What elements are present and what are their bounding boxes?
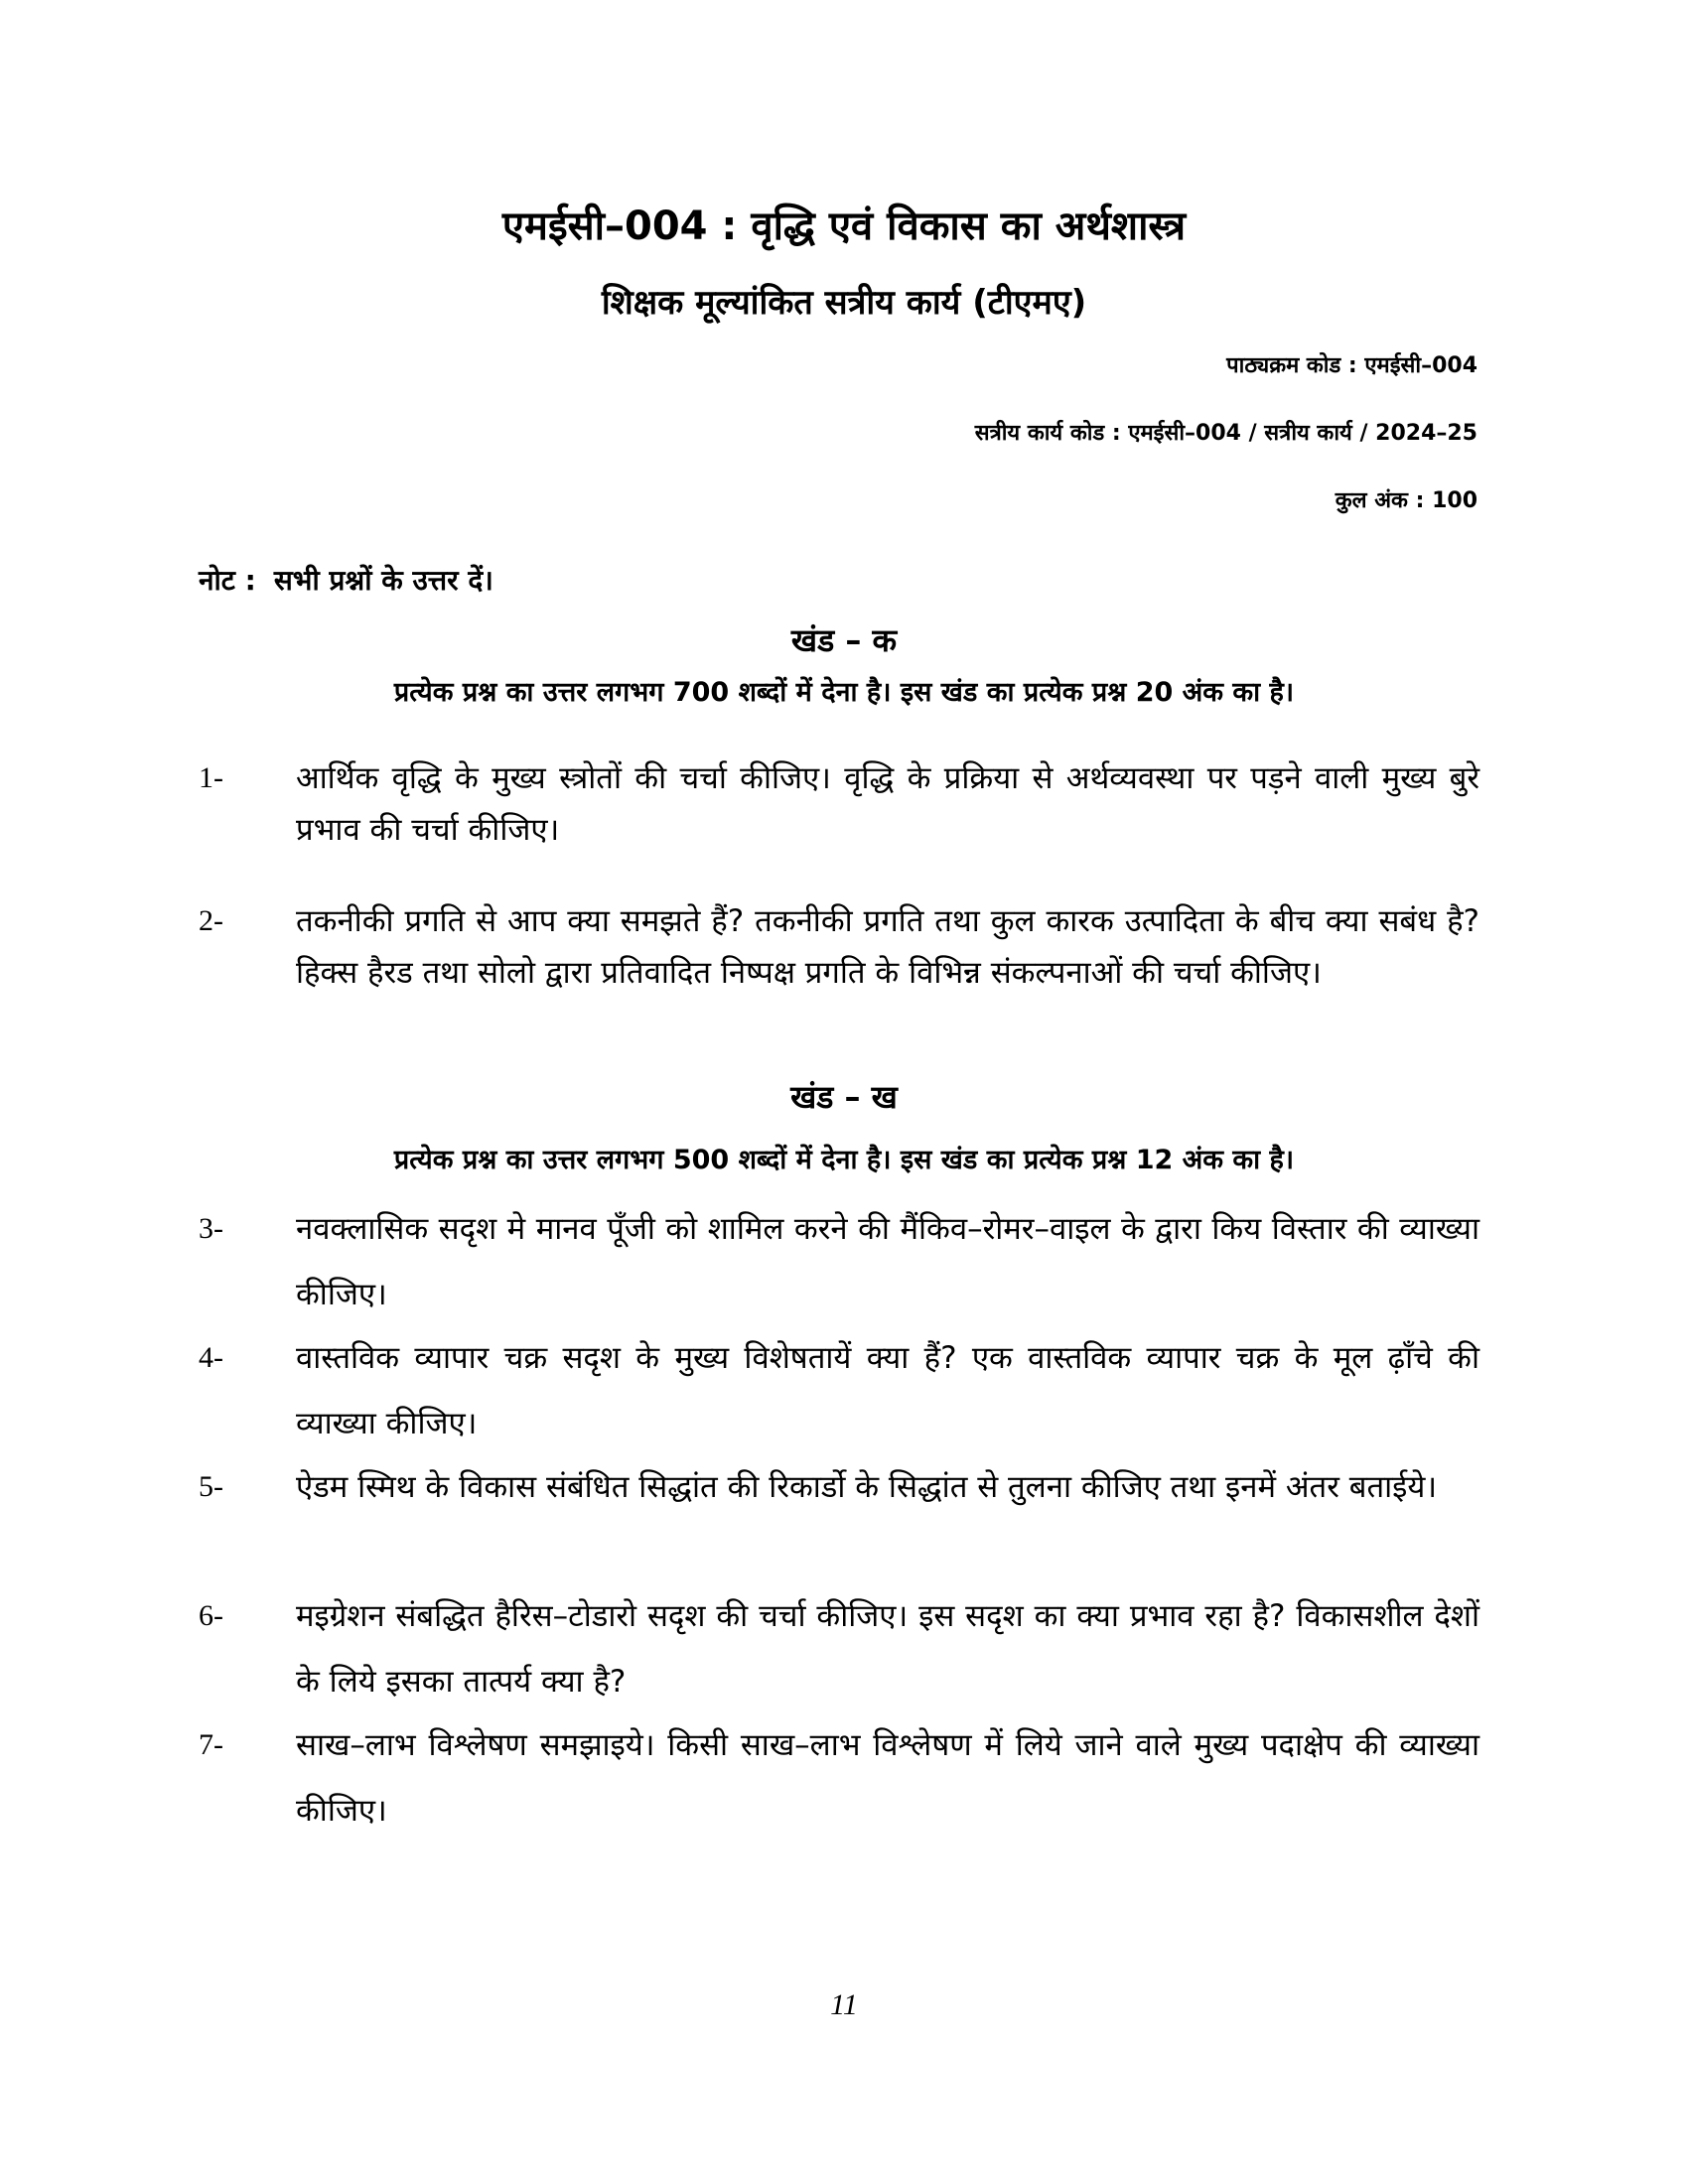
assignment-code: सत्रीय कार्य कोड : एमईसी–004 / सत्रीय कार्य / 2024–25 bbox=[974, 421, 1477, 446]
question-number: 3- bbox=[199, 1212, 223, 1245]
section-b-heading: खंड – ख bbox=[790, 1078, 898, 1116]
question-text: नवक्लासिक सदृश मे मानव पूँजी को शामिल करने की मैंकिव–रोमर–वाइल के द्वारा किय विस्तार की व्याख्या कीजिए। bbox=[296, 1211, 1479, 1312]
question-number: 2- bbox=[199, 904, 223, 937]
question-text: ऐडम स्मिथ के विकास संबंधित सिद्धांत की रिकार्डो के सिद्धांत से तुलना कीजिए तथा इनमें अंतर बताईये। bbox=[296, 1469, 1438, 1505]
question-text: साख–लाभ विश्लेषण समझाइये। किसी साख–लाभ विश्लेषण में लिये जाने वाले मुख्य पदाक्षेप की व्याख्या कीजिए। bbox=[296, 1727, 1479, 1829]
section-a-heading: खंड – क bbox=[790, 621, 898, 659]
max-marks: कुल अंक : 100 bbox=[1335, 488, 1477, 513]
course-code: पाठ्यक्रम कोड : एमईसी–004 bbox=[1226, 353, 1477, 378]
section-b-instruction: प्रत्येक प्रश्न का उत्तर लगभग 500 शब्दों में देना है। इस खंड का प्रत्येक प्रश्न 12 अंक का है। bbox=[393, 1145, 1295, 1175]
document-subtitle: शिक्षक मूल्यांकित सत्रीय कार्य (टीएमए) bbox=[601, 283, 1087, 323]
question-text: आर्थिक वृद्धि के मुख्य स्त्रोतों की चर्चा कीजिए। वृद्धि के प्रक्रिया से अर्थव्यवस्था पर पड़ने वाली मुख्य बुरे प्रभाव की चर्चा कीजिए। bbox=[296, 760, 1479, 848]
note-label: नोट : bbox=[199, 564, 256, 597]
question-number: 6- bbox=[199, 1599, 223, 1632]
question-number: 7- bbox=[199, 1728, 223, 1761]
question-text: तकनीकी प्रगति से आप क्या समझते हैं? तकनीकी प्रगति तथा कुल कारक उत्पादिता के बीच क्या सबंध है? हिक्स हैरड तथा सोलो द्वारा प्रतिवादित निष्पक्ष प्रगति के विभिन्न संकल्पनाओं की चर्चा कीजिए। bbox=[296, 903, 1479, 991]
question-number: 1- bbox=[199, 761, 223, 794]
note bbox=[199, 561, 493, 599]
question-text: मइग्रेशन संबद्धित हैरिस–टोडारो सदृश की चर्चा कीजिए। इस सदृश का क्या प्रभाव रहा है? विकासशील देशों के लिये इसका तात्पर्य क्या है? bbox=[296, 1598, 1479, 1700]
question-text: वास्तविक व्यापार चक्र सदृश के मुख्य विशेषतायें क्या हैं? एक वास्तविक व्यापार चक्र के मूल ढ़ाँचे की व्याख्या कीजिए। bbox=[296, 1340, 1479, 1441]
question-number: 4- bbox=[199, 1341, 223, 1374]
question-number: 5- bbox=[199, 1470, 223, 1503]
section-a-instruction: प्रत्येक प्रश्न का उत्तर लगभग 700 शब्दों में देना है। इस खंड का प्रत्येक प्रश्न 20 अंक का है। bbox=[393, 677, 1295, 708]
note-text: सभी प्रश्नों के उत्तर दें। bbox=[273, 564, 493, 597]
page-number: 11 bbox=[830, 1988, 858, 2021]
document-title: एमईसी–004 : वृद्धि एवं विकास का अर्थशास्त्र bbox=[501, 204, 1187, 249]
